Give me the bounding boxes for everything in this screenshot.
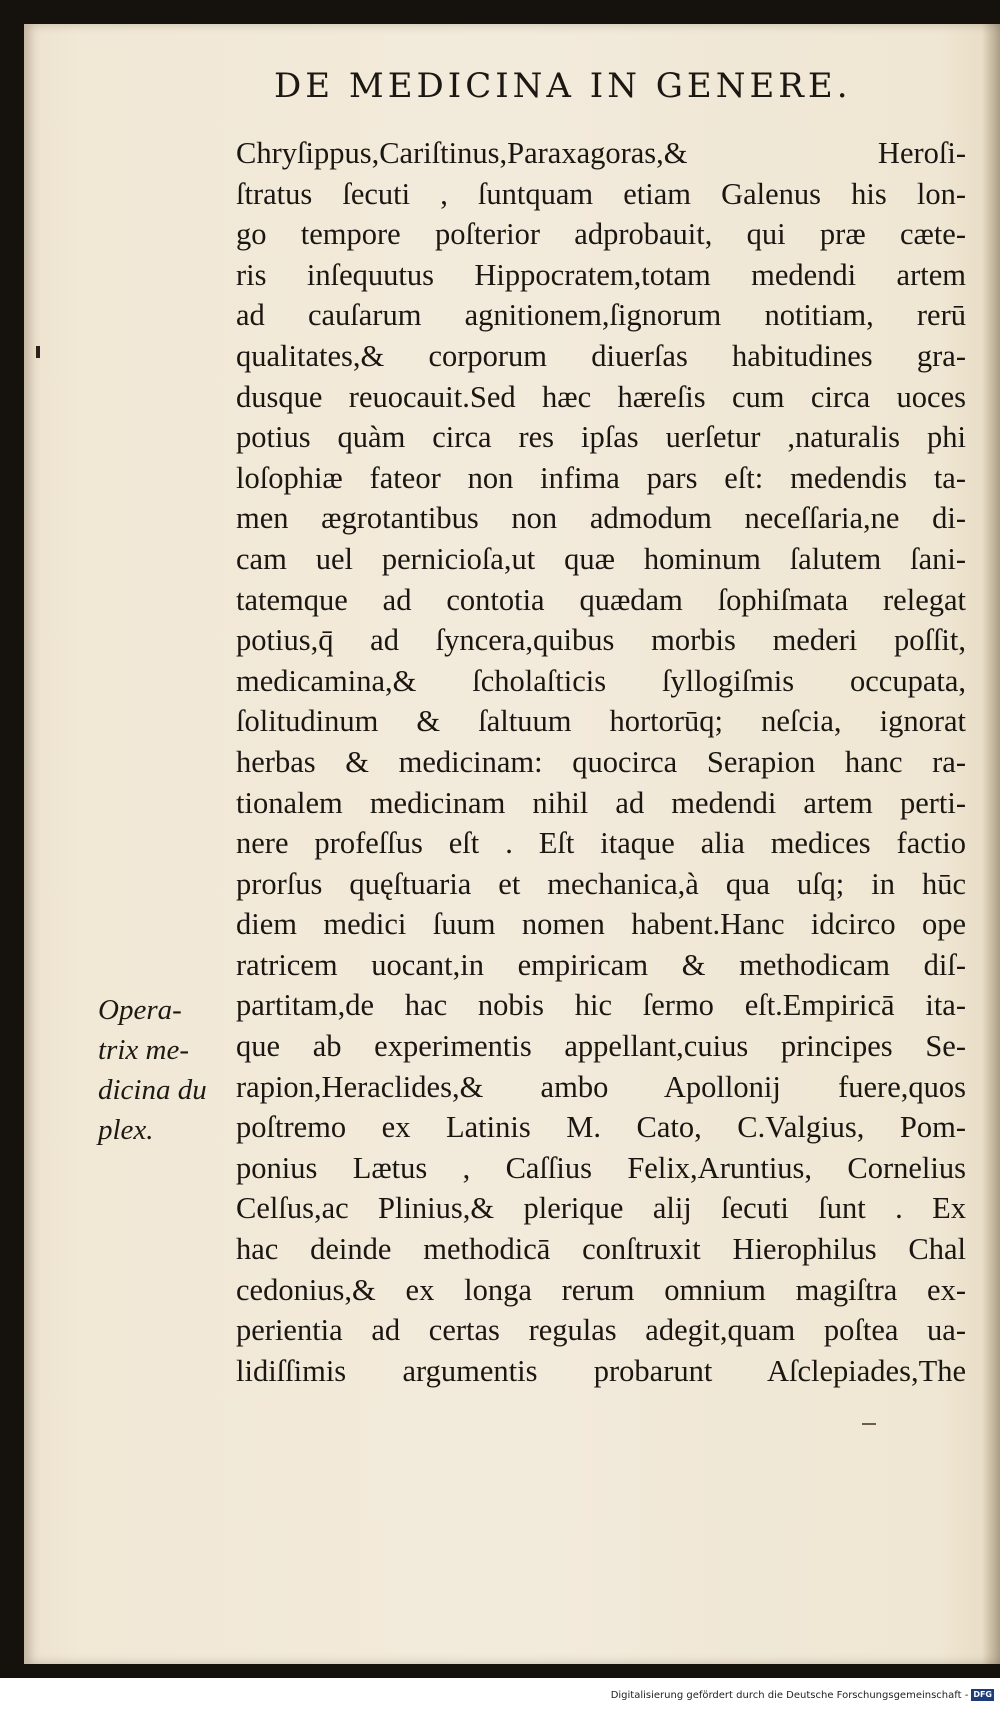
text-line: prorſus quęſtuaria et mechanica,à qua uſq; in hūc [236, 866, 966, 901]
text-line: ad cauſarum agnitionem,ſignorum notitiam, rerū [236, 298, 966, 333]
text-line: ſtratus ſecuti , ſuntquam etiam Galenus his lon- [236, 176, 966, 211]
footer-text: Digitalisierung gefördert durch die Deutsche Forschungsgemeinschaft - [610, 1689, 969, 1701]
margin-tick-mark [36, 346, 40, 358]
margin-note-line: trix me- [98, 1034, 189, 1066]
text-line: herbas & medicinam: quocirca Serapion hanc ra- [236, 744, 966, 779]
margin-note-line: Operа- [98, 994, 182, 1026]
text-line: Celſus,ac Plinius,& plerique alij ſecuti ſunt . Ex [236, 1191, 966, 1226]
margin-note-line: dicina du [98, 1074, 207, 1106]
margin-note-line: plex. [98, 1114, 154, 1146]
text-line: medicamina,& ſcholaſticis ſyllogiſmis occupata, [236, 663, 966, 698]
text-line: tatemque ad contotia quædam ſophiſmata relegat [236, 582, 966, 617]
spine-shadow [982, 24, 1000, 1664]
digitization-footer [611, 1689, 994, 1701]
text-line: que ab experimentis appellant,cuius principes Se- [236, 1029, 966, 1064]
text-line: tionalem medicinam nihil ad medendi artem perti- [236, 785, 966, 820]
text-line: poſtremo ex Latinis M. Cato, C.Valgius, Pom- [236, 1110, 966, 1145]
text-line: ſolitudinum & ſaltuum hortorūq; neſcia, ignorat [236, 704, 966, 739]
text-line: potius,q̄ ad ſyncera,quibus morbis mederi poſſit, [236, 623, 966, 658]
text-line: loſophiæ fateor non infima pars eſt: medendis ta- [236, 460, 966, 495]
text-line: perientia ad certas regulas adegit,quam poſtea ua- [236, 1313, 966, 1348]
text-line: men ægrotantibus non admodum neceſſaria,ne di- [236, 501, 966, 536]
text-line: ris inſequutus Hippocratem,totam medendi artem [236, 257, 966, 292]
text-line: rapion,Heraclides,& ambo Apollonij fuere,quos [236, 1069, 966, 1104]
text-line: nere profeſſus eſt . Eſt itaque alia medices factio [236, 826, 966, 861]
stray-mark [862, 1423, 876, 1425]
text-line: potius quàm circa res ipſas uerſetur ,naturalis phi [236, 420, 966, 455]
running-head: DE MEDICINA IN GENERE. [274, 66, 852, 106]
body-text [236, 133, 966, 1391]
text-line: hac deinde methodicā conſtruxit Hierophilus Chal [236, 1232, 966, 1267]
text-line: Chryſippus,Cariſtinus,Paraxagoras,& Heroſi- [236, 136, 966, 170]
text-line: dusque reuocauit.Sed hæc hæreſis cum circa uoces [236, 379, 966, 414]
text-line: ratricem uocant,in empiricam & methodicam diſ- [236, 947, 966, 982]
text-line: partitam,de hac nobis hic ſermo eſt.Empiricā ita- [236, 988, 966, 1023]
text-line: lidiſſimis argumentis probarunt Aſclepiades,The [236, 1353, 966, 1388]
text-line: ponius Lætus , Caſſius Felix,Aruntius, Cornelius [236, 1150, 966, 1185]
margin-note [98, 990, 228, 1150]
text-line: go tempore poſterior adprobauit, qui præ cæte- [236, 217, 966, 252]
text-line: cedonius,& ex longa rerum omnium magiſtra ex- [236, 1272, 966, 1307]
text-line: diem medici ſuum nomen habent.Hanc idcirco ope [236, 907, 966, 942]
dfg-logo: DFG [973, 1690, 992, 1699]
text-line: cam uel pernicioſa,ut quæ hominum ſalutem ſani- [236, 541, 966, 576]
text-line: qualitates,& corporum diuerſas habitudines gra- [236, 338, 966, 373]
